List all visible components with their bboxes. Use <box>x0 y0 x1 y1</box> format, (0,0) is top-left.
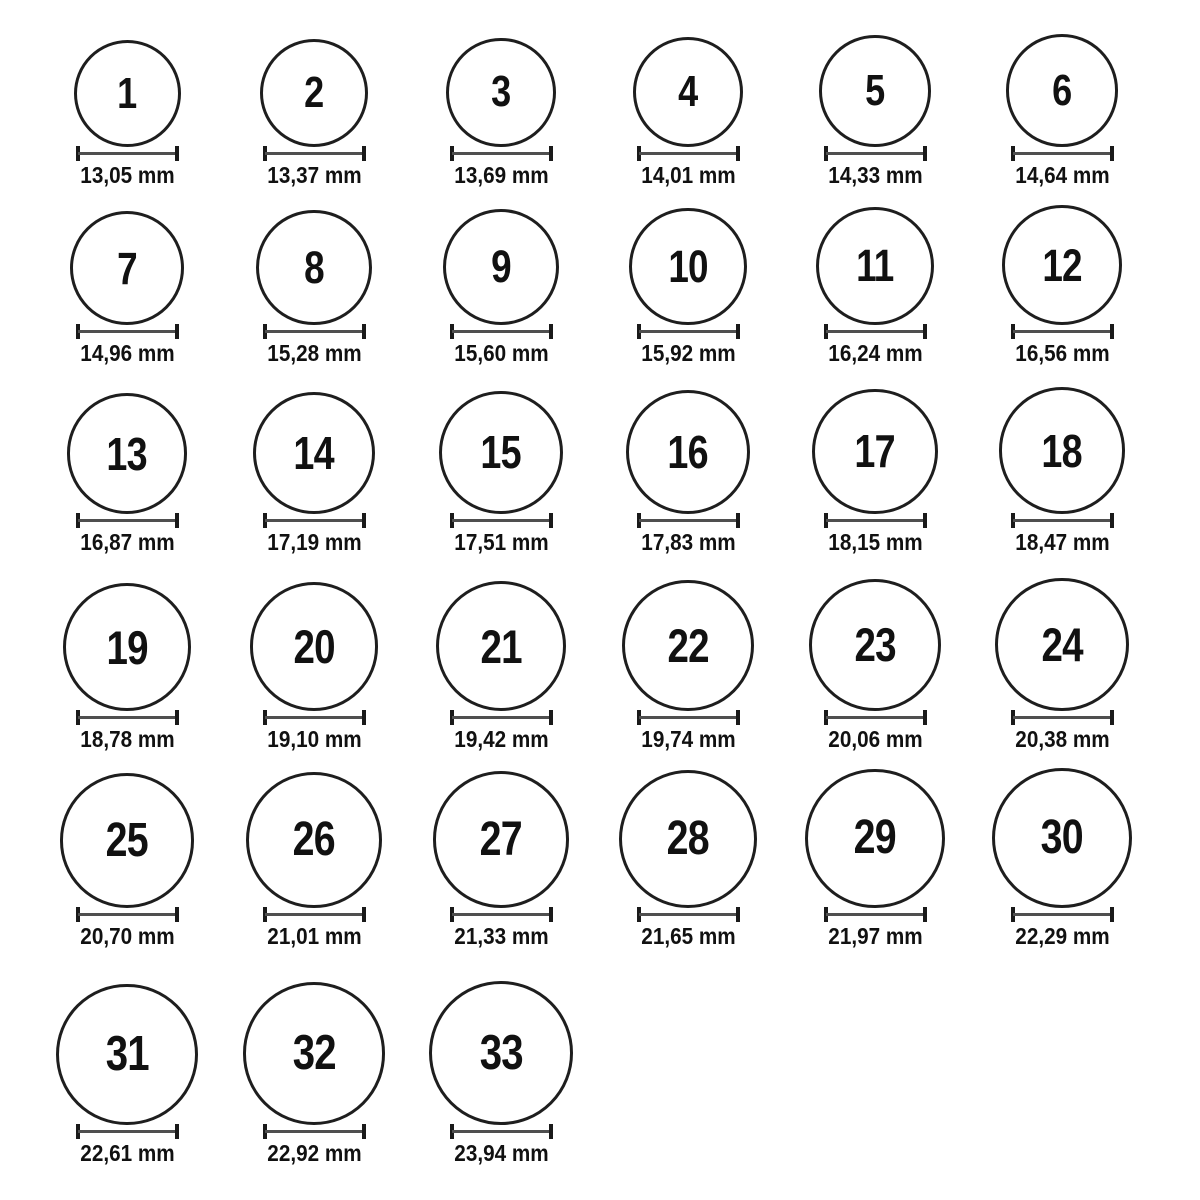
diameter-measure-line <box>263 513 366 528</box>
measure-bar <box>78 1130 177 1133</box>
diameter-label: 19,74 mm <box>640 726 736 752</box>
diameter-measure-line <box>263 1124 366 1139</box>
diameter-measure-line <box>263 324 366 339</box>
diameter-measure-line <box>824 513 927 528</box>
ring-size-number: 6 <box>1052 65 1072 115</box>
measure-tick-right-icon <box>1110 146 1114 161</box>
ring-size-number: 31 <box>105 1026 149 1081</box>
measure-tick-right-icon <box>175 324 179 339</box>
diameter-label: 19,10 mm <box>266 726 362 752</box>
diameter-measure-line <box>76 324 179 339</box>
measure-bar <box>826 152 925 155</box>
ring-size-number: 17 <box>854 425 896 478</box>
ring-size-number: 33 <box>479 1025 523 1080</box>
measure-bar <box>78 330 177 333</box>
diameter-measure-line <box>1011 907 1114 922</box>
ring-circle <box>629 208 746 325</box>
diameter-label: 22,92 mm <box>266 1140 362 1166</box>
measure-tick-right-icon <box>175 1124 179 1139</box>
diameter-measure-line <box>824 907 927 922</box>
measure-bar <box>826 330 925 333</box>
diameter-measure-line <box>263 710 366 725</box>
measure-tick-right-icon <box>175 513 179 528</box>
diameter-label: 18,47 mm <box>1014 529 1110 555</box>
diameter-label: 20,70 mm <box>79 923 175 949</box>
diameter-measure-line <box>637 710 740 725</box>
measure-tick-right-icon <box>549 907 553 922</box>
diameter-label: 19,42 mm <box>453 726 549 752</box>
ring-size-number: 4 <box>678 66 698 116</box>
measure-tick-right-icon <box>362 324 366 339</box>
diameter-measure-line <box>1011 324 1114 339</box>
ring-circle <box>60 773 195 908</box>
diameter-label: 22,29 mm <box>1014 923 1110 949</box>
diameter-label: 15,92 mm <box>640 340 736 366</box>
diameter-measure-line <box>450 513 553 528</box>
diameter-measure-line <box>76 907 179 922</box>
ring-circle <box>816 207 935 326</box>
ring-size-number: 14 <box>293 427 335 480</box>
measure-bar <box>826 913 925 916</box>
diameter-measure-line <box>637 146 740 161</box>
measure-tick-right-icon <box>175 710 179 725</box>
measure-tick-right-icon <box>175 907 179 922</box>
diameter-label: 21,01 mm <box>266 923 362 949</box>
ring-circle <box>1002 205 1122 325</box>
diameter-measure-line <box>450 907 553 922</box>
diameter-measure-line <box>76 146 179 161</box>
diameter-measure-line <box>824 710 927 725</box>
ring-size-number: 15 <box>480 426 522 479</box>
diameter-label: 15,28 mm <box>266 340 362 366</box>
ring-circle <box>626 390 750 514</box>
ring-circle <box>433 771 570 908</box>
measure-bar <box>1013 716 1112 719</box>
measure-tick-right-icon <box>362 710 366 725</box>
ring-size-number: 26 <box>292 813 336 867</box>
measure-tick-right-icon <box>549 324 553 339</box>
ring-circle <box>995 578 1128 711</box>
measure-tick-right-icon <box>175 146 179 161</box>
measure-bar <box>78 716 177 719</box>
ring-size-number: 3 <box>491 67 511 117</box>
diameter-label: 17,19 mm <box>266 529 362 555</box>
ring-size-number: 10 <box>668 240 708 292</box>
measure-bar <box>639 152 738 155</box>
ring-size-number: 11 <box>856 240 894 292</box>
ring-circle <box>256 210 371 325</box>
diameter-measure-line <box>824 324 927 339</box>
measure-tick-right-icon <box>362 146 366 161</box>
diameter-measure-line <box>637 907 740 922</box>
measure-bar <box>452 519 551 522</box>
diameter-label: 14,01 mm <box>640 162 736 188</box>
diameter-measure-line <box>1011 146 1114 161</box>
ring-size-number: 5 <box>865 66 885 116</box>
diameter-measure-line <box>637 513 740 528</box>
diameter-measure-line <box>450 1124 553 1139</box>
diameter-label: 16,56 mm <box>1014 340 1110 366</box>
measure-bar <box>265 152 364 155</box>
measure-tick-right-icon <box>736 324 740 339</box>
measure-bar <box>826 716 925 719</box>
ring-size-number: 28 <box>666 811 710 865</box>
diameter-measure-line <box>450 146 553 161</box>
measure-bar <box>265 913 364 916</box>
diameter-label: 17,83 mm <box>640 529 736 555</box>
ring-circle <box>619 770 757 908</box>
diameter-measure-line <box>637 324 740 339</box>
measure-tick-right-icon <box>736 146 740 161</box>
diameter-label: 14,96 mm <box>79 340 175 366</box>
ring-circle <box>243 982 386 1125</box>
ring-circle <box>809 579 941 711</box>
measure-bar <box>1013 152 1112 155</box>
ring-circle <box>812 389 937 514</box>
diameter-label: 21,97 mm <box>827 923 923 949</box>
diameter-label: 13,37 mm <box>266 162 362 188</box>
ring-size-number: 1 <box>117 68 137 118</box>
ring-size-number: 8 <box>304 241 324 293</box>
measure-tick-right-icon <box>923 907 927 922</box>
measure-tick-right-icon <box>923 324 927 339</box>
ring-size-number: 19 <box>106 620 148 674</box>
ring-size-number: 22 <box>667 618 709 672</box>
measure-tick-right-icon <box>362 1124 366 1139</box>
measure-bar <box>78 519 177 522</box>
measure-tick-right-icon <box>549 710 553 725</box>
ring-size-number: 27 <box>479 812 523 866</box>
diameter-measure-line <box>76 710 179 725</box>
diameter-label: 20,38 mm <box>1014 726 1110 752</box>
diameter-label: 21,33 mm <box>453 923 549 949</box>
measure-tick-right-icon <box>549 513 553 528</box>
ring-circle <box>250 582 379 711</box>
measure-tick-right-icon <box>1110 710 1114 725</box>
measure-tick-right-icon <box>1110 324 1114 339</box>
diameter-measure-line <box>450 710 553 725</box>
diameter-measure-line <box>263 907 366 922</box>
measure-bar <box>452 1130 551 1133</box>
ring-circle <box>63 583 191 711</box>
diameter-measure-line <box>1011 710 1114 725</box>
ring-circle <box>253 392 375 514</box>
ring-size-number: 25 <box>105 813 149 867</box>
diameter-label: 17,51 mm <box>453 529 549 555</box>
diameter-measure-line <box>1011 513 1114 528</box>
ring-circle <box>74 40 181 147</box>
ring-circle <box>70 211 184 325</box>
measure-bar <box>1013 913 1112 916</box>
measure-bar <box>265 716 364 719</box>
diameter-label: 13,05 mm <box>79 162 175 188</box>
measure-tick-right-icon <box>549 1124 553 1139</box>
measure-bar <box>639 519 738 522</box>
measure-tick-right-icon <box>362 513 366 528</box>
ring-circle <box>429 981 573 1125</box>
diameter-label: 16,24 mm <box>827 340 923 366</box>
measure-tick-right-icon <box>1110 907 1114 922</box>
ring-size-number: 24 <box>1041 617 1083 671</box>
measure-tick-right-icon <box>549 146 553 161</box>
ring-size-number: 12 <box>1042 239 1082 291</box>
measure-bar <box>639 716 738 719</box>
measure-tick-right-icon <box>736 710 740 725</box>
ring-size-number: 20 <box>293 620 335 674</box>
measure-bar <box>265 519 364 522</box>
diameter-label: 13,69 mm <box>453 162 549 188</box>
ring-circle <box>246 772 382 908</box>
measure-bar <box>78 913 177 916</box>
measure-bar <box>826 519 925 522</box>
ring-size-number: 18 <box>1041 424 1083 477</box>
ring-circle <box>633 37 743 147</box>
ring-size-number: 21 <box>480 619 522 673</box>
ring-circle <box>805 769 944 908</box>
measure-bar <box>1013 519 1112 522</box>
ring-circle <box>439 391 562 514</box>
measure-tick-right-icon <box>362 907 366 922</box>
diameter-label: 22,61 mm <box>79 1140 175 1166</box>
measure-tick-right-icon <box>923 513 927 528</box>
measure-bar <box>639 913 738 916</box>
ring-size-number: 23 <box>854 618 896 672</box>
measure-bar <box>78 152 177 155</box>
diameter-measure-line <box>76 513 179 528</box>
ring-circle <box>1006 34 1119 147</box>
ring-size-number: 9 <box>491 241 511 293</box>
ring-size-number: 16 <box>667 425 709 478</box>
measure-bar <box>452 330 551 333</box>
measure-bar <box>452 913 551 916</box>
ring-size-number: 29 <box>853 811 897 865</box>
diameter-label: 18,15 mm <box>827 529 923 555</box>
diameter-label: 21,65 mm <box>640 923 736 949</box>
ring-circle <box>443 209 559 325</box>
ring-size-number: 7 <box>117 242 137 294</box>
measure-tick-right-icon <box>923 710 927 725</box>
ring-size-number: 2 <box>304 67 324 117</box>
diameter-measure-line <box>450 324 553 339</box>
measure-bar <box>639 330 738 333</box>
ring-size-number: 13 <box>106 427 148 480</box>
diameter-label: 15,60 mm <box>453 340 549 366</box>
ring-circle <box>999 387 1126 514</box>
measure-bar <box>265 330 364 333</box>
ring-circle <box>819 35 931 147</box>
diameter-label: 23,94 mm <box>453 1140 549 1166</box>
measure-bar <box>452 152 551 155</box>
diameter-measure-line <box>263 146 366 161</box>
ring-circle <box>67 393 188 514</box>
ring-circle <box>260 39 368 147</box>
measure-bar <box>452 716 551 719</box>
measure-tick-right-icon <box>923 146 927 161</box>
ring-size-number: 30 <box>1040 810 1084 864</box>
diameter-label: 16,87 mm <box>79 529 175 555</box>
measure-bar <box>265 1130 364 1133</box>
ring-circle <box>446 38 555 147</box>
measure-tick-right-icon <box>736 513 740 528</box>
diameter-measure-line <box>824 146 927 161</box>
measure-tick-right-icon <box>736 907 740 922</box>
diameter-label: 20,06 mm <box>827 726 923 752</box>
ring-size-number: 32 <box>292 1026 336 1081</box>
ring-circle <box>992 768 1132 908</box>
diameter-label: 14,64 mm <box>1014 162 1110 188</box>
measure-tick-right-icon <box>1110 513 1114 528</box>
diameter-measure-line <box>76 1124 179 1139</box>
diameter-label: 14,33 mm <box>827 162 923 188</box>
diameter-label: 18,78 mm <box>79 726 175 752</box>
measure-bar <box>1013 330 1112 333</box>
ring-circle <box>622 580 753 711</box>
ring-circle <box>436 581 566 711</box>
ring-circle <box>56 984 198 1126</box>
